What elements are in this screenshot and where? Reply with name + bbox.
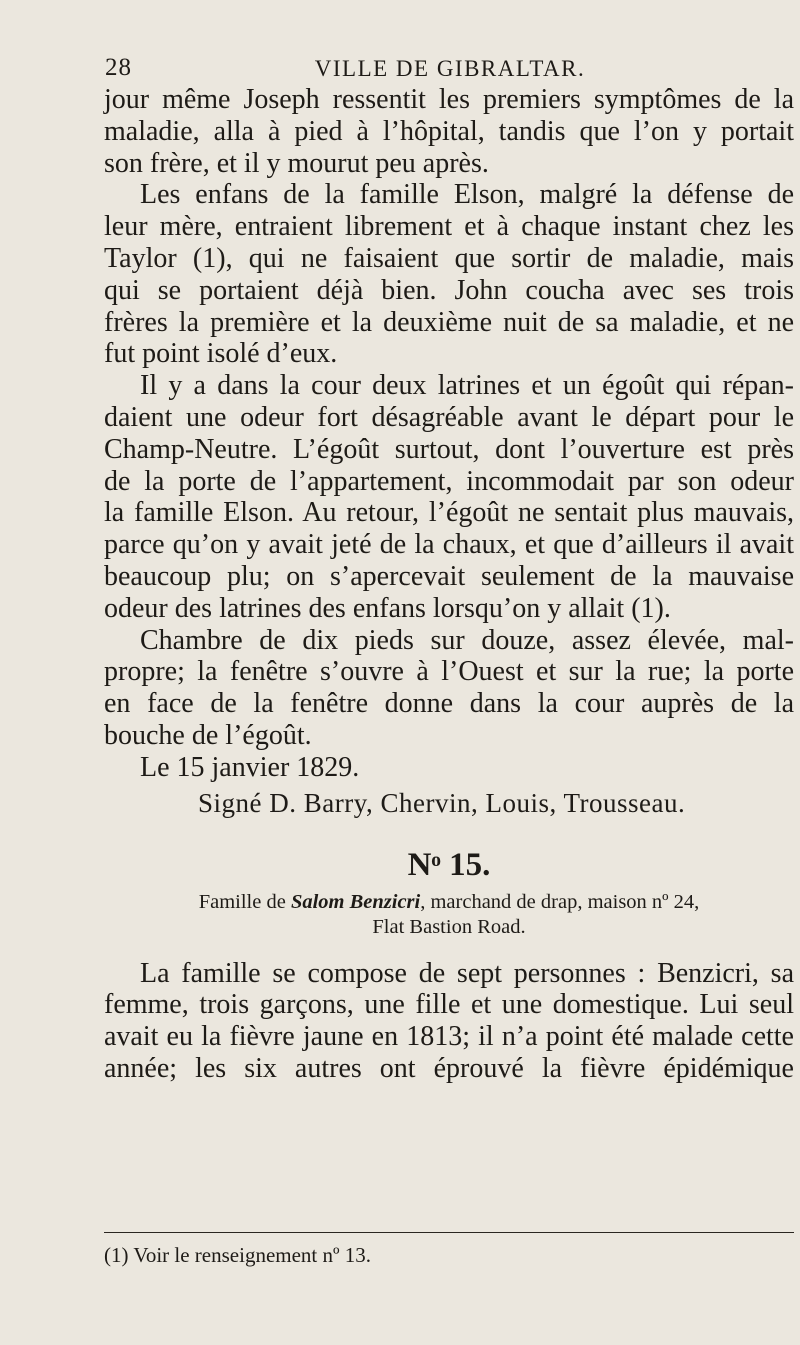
text-line: son frère, et il y mourut peu après. <box>104 147 489 179</box>
text-line: leur mère, entraient librement et à chaque instant chez les <box>104 211 794 243</box>
text-line: Les enfans de la famille Elson, malgré la défense de <box>140 179 794 211</box>
footnote-rule <box>104 1232 794 1233</box>
text-line: Champ-Neutre. L’égoût surtout, dont l’ouverture est près <box>104 433 794 465</box>
text-line: Taylor (1), qui ne faisaient que sortir de maladie, mais <box>104 242 794 274</box>
text-line: Il y a dans la cour deux latrines et un égoût qui répan- <box>140 370 794 402</box>
text-line: maladie, alla à pied à l’hôpital, tandis que l’on y portait <box>104 115 794 147</box>
text-line: daient une odeur fort désagréable avant le départ pour le <box>104 401 794 433</box>
text-line: propre; la fenêtre s’ouvre à l’Ouest et sur la rue; la porte <box>104 656 794 688</box>
text-line: jour même Joseph ressentit les premiers symptômes de la <box>104 84 794 115</box>
body-text <box>104 84 794 1085</box>
report-date: Le 15 janvier 1829. <box>140 751 360 783</box>
entry-subhead-address: Flat Bastion Road. <box>372 915 526 938</box>
subhead-suffix: , marchand de drap, maison nº 24, <box>420 890 700 913</box>
page-number: 28 <box>105 54 132 81</box>
entry-subhead <box>104 890 794 915</box>
text-line: Chambre de dix pieds sur douze, assez élevée, mal- <box>140 624 794 656</box>
signature-line: Signé D. Barry, Chervin, Louis, Trousseau. <box>198 787 686 818</box>
text-line: en face de la fenêtre donne dans la cour auprès de la <box>104 688 794 720</box>
entry-number: Nᵒ 15. <box>407 846 491 883</box>
subhead-prefix: Famille de <box>198 890 291 913</box>
text-line: avait eu la fièvre jaune en 1813; il n’a point été malade cette <box>104 1021 794 1053</box>
spacer <box>104 940 794 958</box>
family-name: Salom Benzicri <box>290 890 421 913</box>
text-line: parce qu’on y avait jeté de la chaux, et que d’ailleurs il avait <box>104 529 794 561</box>
text-line: fut point isolé d’eux. <box>104 338 338 370</box>
text-line: de la porte de l’appartement, incommodait par son odeur <box>104 465 794 497</box>
text-line: femme, trois garçons, une fille et une domestique. Lui seul <box>104 989 794 1021</box>
text-line: odeur des latrines des enfans lorsqu’on y allait (1). <box>104 592 671 624</box>
text-line: La famille se compose de sept personnes : Benzicri, sa <box>140 957 794 989</box>
text-line: qui se portaient déjà bien. John coucha avec ses trois <box>104 274 794 306</box>
footnote: (1) Voir le renseignement nº 13. <box>104 1243 372 1267</box>
text-line: beaucoup plu; on s’apercevait seulement de la mauvaise <box>104 560 794 592</box>
text-line: frères la première et la deuxième nuit de sa maladie, et ne <box>104 306 794 338</box>
running-head: VILLE DE GIBRALTAR. <box>314 56 586 81</box>
text-line: année; les six autres ont éprouvé la fièvre épidémique <box>104 1052 794 1084</box>
text-line: la famille Elson. Au retour, l’égoût ne sentait plus mauvais, <box>104 497 794 529</box>
text-line: bouche de l’égoût. <box>104 719 312 751</box>
